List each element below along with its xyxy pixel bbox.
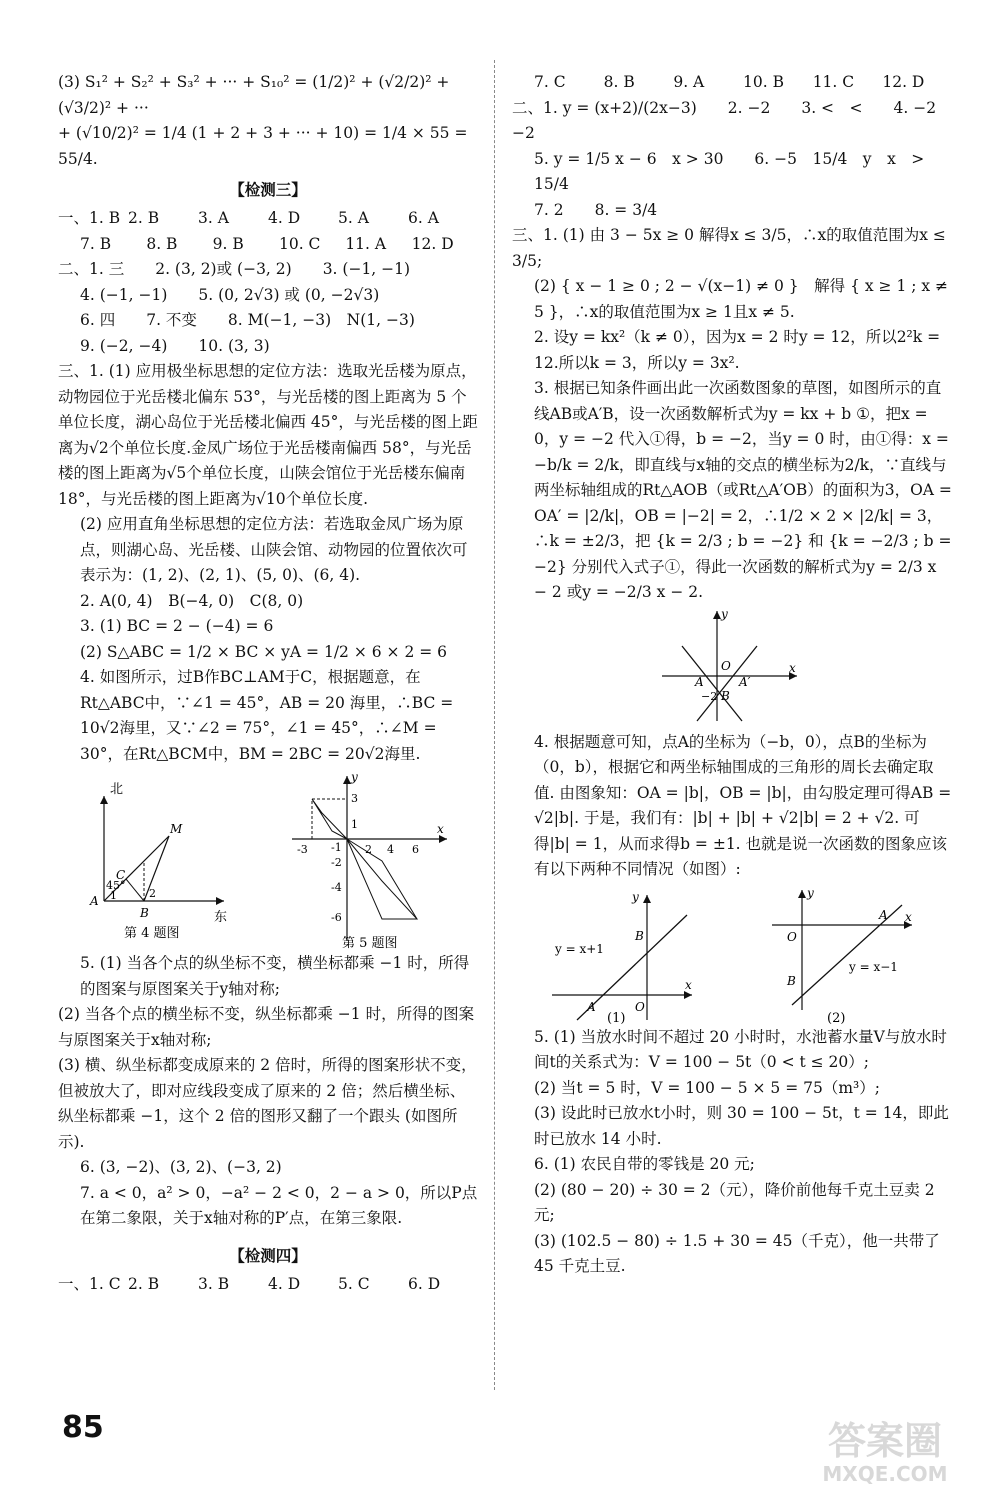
tick-label: -1 <box>330 841 342 854</box>
point-label: O <box>721 658 731 673</box>
axis-label: x <box>685 977 692 992</box>
left-column <box>58 70 478 1297</box>
mc-answer: 一、1. B <box>58 209 121 227</box>
mc-answer: 一、1. C <box>58 1274 121 1293</box>
fill-answer: 7. 2 8. = 3/4 <box>534 200 658 219</box>
solution-paragraph: 4. 根据题意可知，点A的坐标为（−b，0），点B的坐标为（0，b），根据它和两坐标轴围成的三角形的周长去确定取值. 由图象知：OA = |b|，OB = |b|，由勾股定理可得AB = √2|b|. 于是，我们有：|b| + |b| + √2|b| = 2 + √2. 可得|b| = 1，从而求得b = ±1. 也就是说一次函数的图象应该有以下两种不同情况（如图）: <box>534 732 952 878</box>
mc-answer: 8. B <box>603 73 635 91</box>
point-label: C <box>116 868 126 882</box>
solution-paragraph: (3) (102.5 − 80) ÷ 1.5 + 30 = 45（千克），他一共带了 45 千克土豆. <box>534 1231 940 1275</box>
figure-q4-row <box>512 885 952 1025</box>
angle-label: 1 <box>110 889 118 902</box>
fill-answer: 二、1. y = (x+2)/(2x−3) 2. −2 3. < < 4. −2 −2 <box>512 98 952 142</box>
figure-q3 <box>657 606 807 726</box>
point-label: A <box>90 894 99 908</box>
mc-answer: 12. D <box>882 73 925 91</box>
mc-answer: 2. B <box>128 1274 160 1293</box>
mc-answer: 4. D <box>268 1274 301 1293</box>
solution-paragraph: 三、1. (1) 应用极坐标思想的定位方法：选取光岳楼为原点，动物园位于光岳楼北偏东 53°，与光岳楼的图上距离为 5 个单位长度，湖心岛位于光岳楼北偏西 45°，与光岳楼的图上距离为√2个单位长度.金凤广场位于光岳楼南偏西 58°，与光岳楼的图上距离为√5个单位长度，山陕会馆位于光岳楼东偏南 18°，与光岳楼的图上距离为√10个单位长度. <box>58 362 478 508</box>
solution-paragraph: (3) 设此时已放水t小时，则 30 = 100 − 5t，t = 14，即此时已放水 14 小时. <box>534 1104 949 1148</box>
figure-5 <box>287 771 452 951</box>
mc-answer: 6. D <box>408 1274 441 1293</box>
angle-label: 2 <box>149 887 157 900</box>
point-label: B <box>787 973 796 988</box>
solution-paragraph: (2) 当各个点的横坐标不变，纵坐标都乘 −1 时，所得的图案与原图案关于x轴对称; <box>58 1005 475 1049</box>
point-label: A <box>879 907 888 922</box>
mc-answer: 4. D <box>268 209 301 227</box>
fill-answer: 4. (−1, −1) 5. (0, 2√3) 或 (0, −2√3) <box>80 285 380 304</box>
watermark-url: MXQE.COM <box>822 1462 948 1486</box>
mc-answer: 3. B <box>198 1274 230 1293</box>
fill-answer: 二、1. 三 2. (3, 2)或 (−3, 2) 3. (−1, −1) <box>58 260 411 278</box>
figure-q3-wrap <box>512 606 952 730</box>
mc-answer: 6. A <box>408 209 439 227</box>
solution-paragraph: 2. 设y = kx²（k ≠ 0），因为x = 2 时y = 12，所以2²k = 12.所以k = 3，所以y = 3x². <box>534 328 941 372</box>
tick-label: -3 <box>296 843 308 856</box>
figure-caption: 第 5 题图 <box>341 936 398 951</box>
tick-label: 3 <box>350 792 358 805</box>
axis-label: y <box>632 889 639 904</box>
mc-answer: 10. B <box>743 73 784 91</box>
point-label: O <box>787 929 797 944</box>
mc-answer: 11. C <box>812 73 855 91</box>
page-number: 85 <box>62 1410 104 1445</box>
point-label: B <box>721 688 730 703</box>
watermark-text: 答案圈 <box>827 1419 942 1463</box>
figure-caption: (1) <box>607 1010 626 1025</box>
point-label: A <box>695 674 704 689</box>
tick-label: 1 <box>350 818 358 831</box>
answer-line: + (√10/2)² = 1/4 (1 + 2 + 3 + ··· + 10) = 1/4 × 55 = 55/4. <box>58 124 468 168</box>
fill-answer: 9. (−2, −4) 10. (3, 3) <box>80 336 270 355</box>
solution-paragraph: 3. 根据已知条件画出此一次函数图象的草图，如图所示的直线AB或A′B，设一次函数解析式为y = kx + b ①，把x = 0，y = −2 代入①得，b = −2，当y = 0 时，由①得：x = −b/k = 2/k，即直线与x轴的交点的横坐标为2/k，∵直线与两坐标轴组成的Rt△AOB（或Rt△A′OB）的面积为3，OA = OA′ = |2/k|，OB = |−2| = 2，∴1/2 × 2 × |2/k| = 3，∴k = ±2/3，把 {k = 2/3 ; b = −2} 和 {k = −2/3 ; b = −2} 分别代入式子①，得此一次函数的解析式为y = 2/3 x − 2 或y = −2/3 x − 2. <box>534 379 952 601</box>
axis-label: y <box>807 885 814 900</box>
right-column <box>512 70 952 1280</box>
line-equation: y = x−1 <box>849 959 898 974</box>
solution-paragraph: (2) 当t = 5 时，V = 100 − 5 × 5 = 75（m³）; <box>534 1078 880 1097</box>
mc-answer: 2. B <box>128 209 160 227</box>
figure-4 <box>84 771 234 941</box>
axis-label: y <box>721 606 728 621</box>
solution-paragraph: (3) 横、纵坐标都变成原来的 2 倍时，所得的图案形状不变，但被放大了，即对应线段变成了原来的 2 倍；然后横坐标、纵坐标都乘 −1，这个 2 倍的图形又翻了一个跟头 (如图所示). <box>58 1056 477 1151</box>
axis-label: y <box>350 771 358 784</box>
north-label: 北 <box>110 782 124 797</box>
mc-answer: 12. D <box>411 234 454 253</box>
column-divider <box>494 60 495 1390</box>
solution-paragraph: 三、1. (1) 由 3 − 5x ≥ 0 解得x ≤ 3/5，∴x的取值范围为x ≤ 3/5; <box>512 226 946 270</box>
section-title-4: 【检测四】 <box>229 1246 307 1265</box>
mc-answer: 5. C <box>338 1274 370 1293</box>
figures-row <box>58 771 478 951</box>
mc-row <box>58 232 478 258</box>
east-label: 东 <box>214 910 228 925</box>
point-label: B <box>140 906 150 920</box>
mc-row <box>512 70 952 96</box>
mc-answer: 5. A <box>338 209 369 227</box>
mc-answer: 11. A <box>345 234 387 253</box>
figure-q4-graph-1 <box>547 885 697 1025</box>
tick-label: -2 <box>330 856 342 869</box>
solution-paragraph: 6. (1) 农民自带的零钱是 20 元; <box>534 1155 755 1173</box>
point-label: M <box>170 822 183 836</box>
fill-answer: 6. 四 7. 不变 8. M(−1, −3) N(1, −3) <box>80 311 415 329</box>
axis-label: x <box>789 660 796 675</box>
solution-paragraph: 7. a < 0，a² > 0，−a² − 2 < 0，2 − a > 0，所以P点在第二象限，关于x轴对称的P′点，在第三象限. <box>80 1183 478 1227</box>
figure-caption: (2) <box>827 1010 846 1025</box>
mc-answer: 7. C <box>534 73 566 91</box>
figure-q4-graph-2 <box>767 885 917 1025</box>
solution-paragraph: 6. (3, −2)、(3, 2)、(−3, 2) <box>80 1158 282 1176</box>
solution-paragraph: 5. (1) 当放水时间不超过 20 小时时，水池蓄水量V与放水时间t的关系式为：V = 100 − 5t（0 < t ≤ 20）; <box>534 1027 947 1071</box>
point-label: A <box>587 999 596 1014</box>
line-equation: y = x+1 <box>555 941 604 956</box>
axis-label: x <box>905 909 912 924</box>
mc-answer: 9. A <box>673 73 705 91</box>
tick-label: 6 <box>411 843 419 856</box>
tick-label: -4 <box>330 881 342 894</box>
section-title-3: 【检测三】 <box>229 181 307 199</box>
figure-caption: 第 4 题图 <box>124 926 180 941</box>
solution-paragraph: 3. (1) BC = 2 − (−4) = 6 <box>80 617 274 635</box>
watermark <box>790 1420 980 1490</box>
solution-paragraph: (2) S△ABC = 1/2 × BC × yA = 1/2 × 6 × 2 = 6 <box>80 642 448 661</box>
mc-answer: 3. A <box>198 209 229 227</box>
solution-paragraph: (2) (80 − 20) ÷ 30 = 2（元），降价前他每千克土豆卖 2 元; <box>534 1180 935 1224</box>
tick-label: −2 <box>701 689 718 703</box>
point-label: A′ <box>739 674 751 689</box>
axis-label: x <box>436 822 444 836</box>
solution-paragraph: 2. A(0, 4) B(−4, 0) C(8, 0) <box>80 591 304 610</box>
tick-label: 4 <box>386 843 394 856</box>
point-label: B <box>635 928 644 943</box>
mc-answer: 8. B <box>146 234 178 253</box>
tick-label: -6 <box>330 911 342 924</box>
mc-answer: 9. B <box>212 234 244 253</box>
point-label: O <box>635 999 645 1014</box>
solution-paragraph: 5. (1) 当各个点的纵坐标不变，横坐标都乘 −1 时，所得的图案与原图案关于y轴对称; <box>80 954 470 998</box>
solution-paragraph: 4. 如图所示，过B作BC⊥AM于C，根据题意，在Rt△ABC中，∵∠1 = 45°，AB = 20 海里，∴BC = 10√2海里，又∵∠2 = 75°，∠1 = 45°，∴∠M = 30°，在Rt△BCM中，BM = 2BC = 20√2海里. <box>80 668 454 763</box>
mc-row <box>58 1272 478 1298</box>
answer-line: (3) S₁² + S₂² + S₃² + ··· + S₁₀² = (1/2)² + (√2/2)² + (√3/2)² + ··· <box>58 73 450 117</box>
mc-answer: 10. C <box>278 234 321 253</box>
fill-answer: 5. y = 1/5 x − 6 x > 30 6. −5 15/4 y x > 15/4 <box>534 149 925 193</box>
mc-row <box>58 206 478 232</box>
tick-label: 2 <box>364 843 372 856</box>
mc-answer: 7. B <box>80 234 112 253</box>
solution-paragraph: (2) { x − 1 ≥ 0 ; 2 − √(x−1) ≠ 0 } 解得 { x ≥ 1 ; x ≠ 5 }，∴x的取值范围为x ≥ 1且x ≠ 5. <box>534 277 949 321</box>
solution-paragraph: (2) 应用直角坐标思想的定位方法：若选取金凤广场为原点，则湖心岛、光岳楼、山陕会馆、动物园的位置依次可表示为：(1, 2)、(2, 1)、(5, 0)、(6, 4). <box>80 515 468 584</box>
angle-label: 45° <box>106 879 126 892</box>
